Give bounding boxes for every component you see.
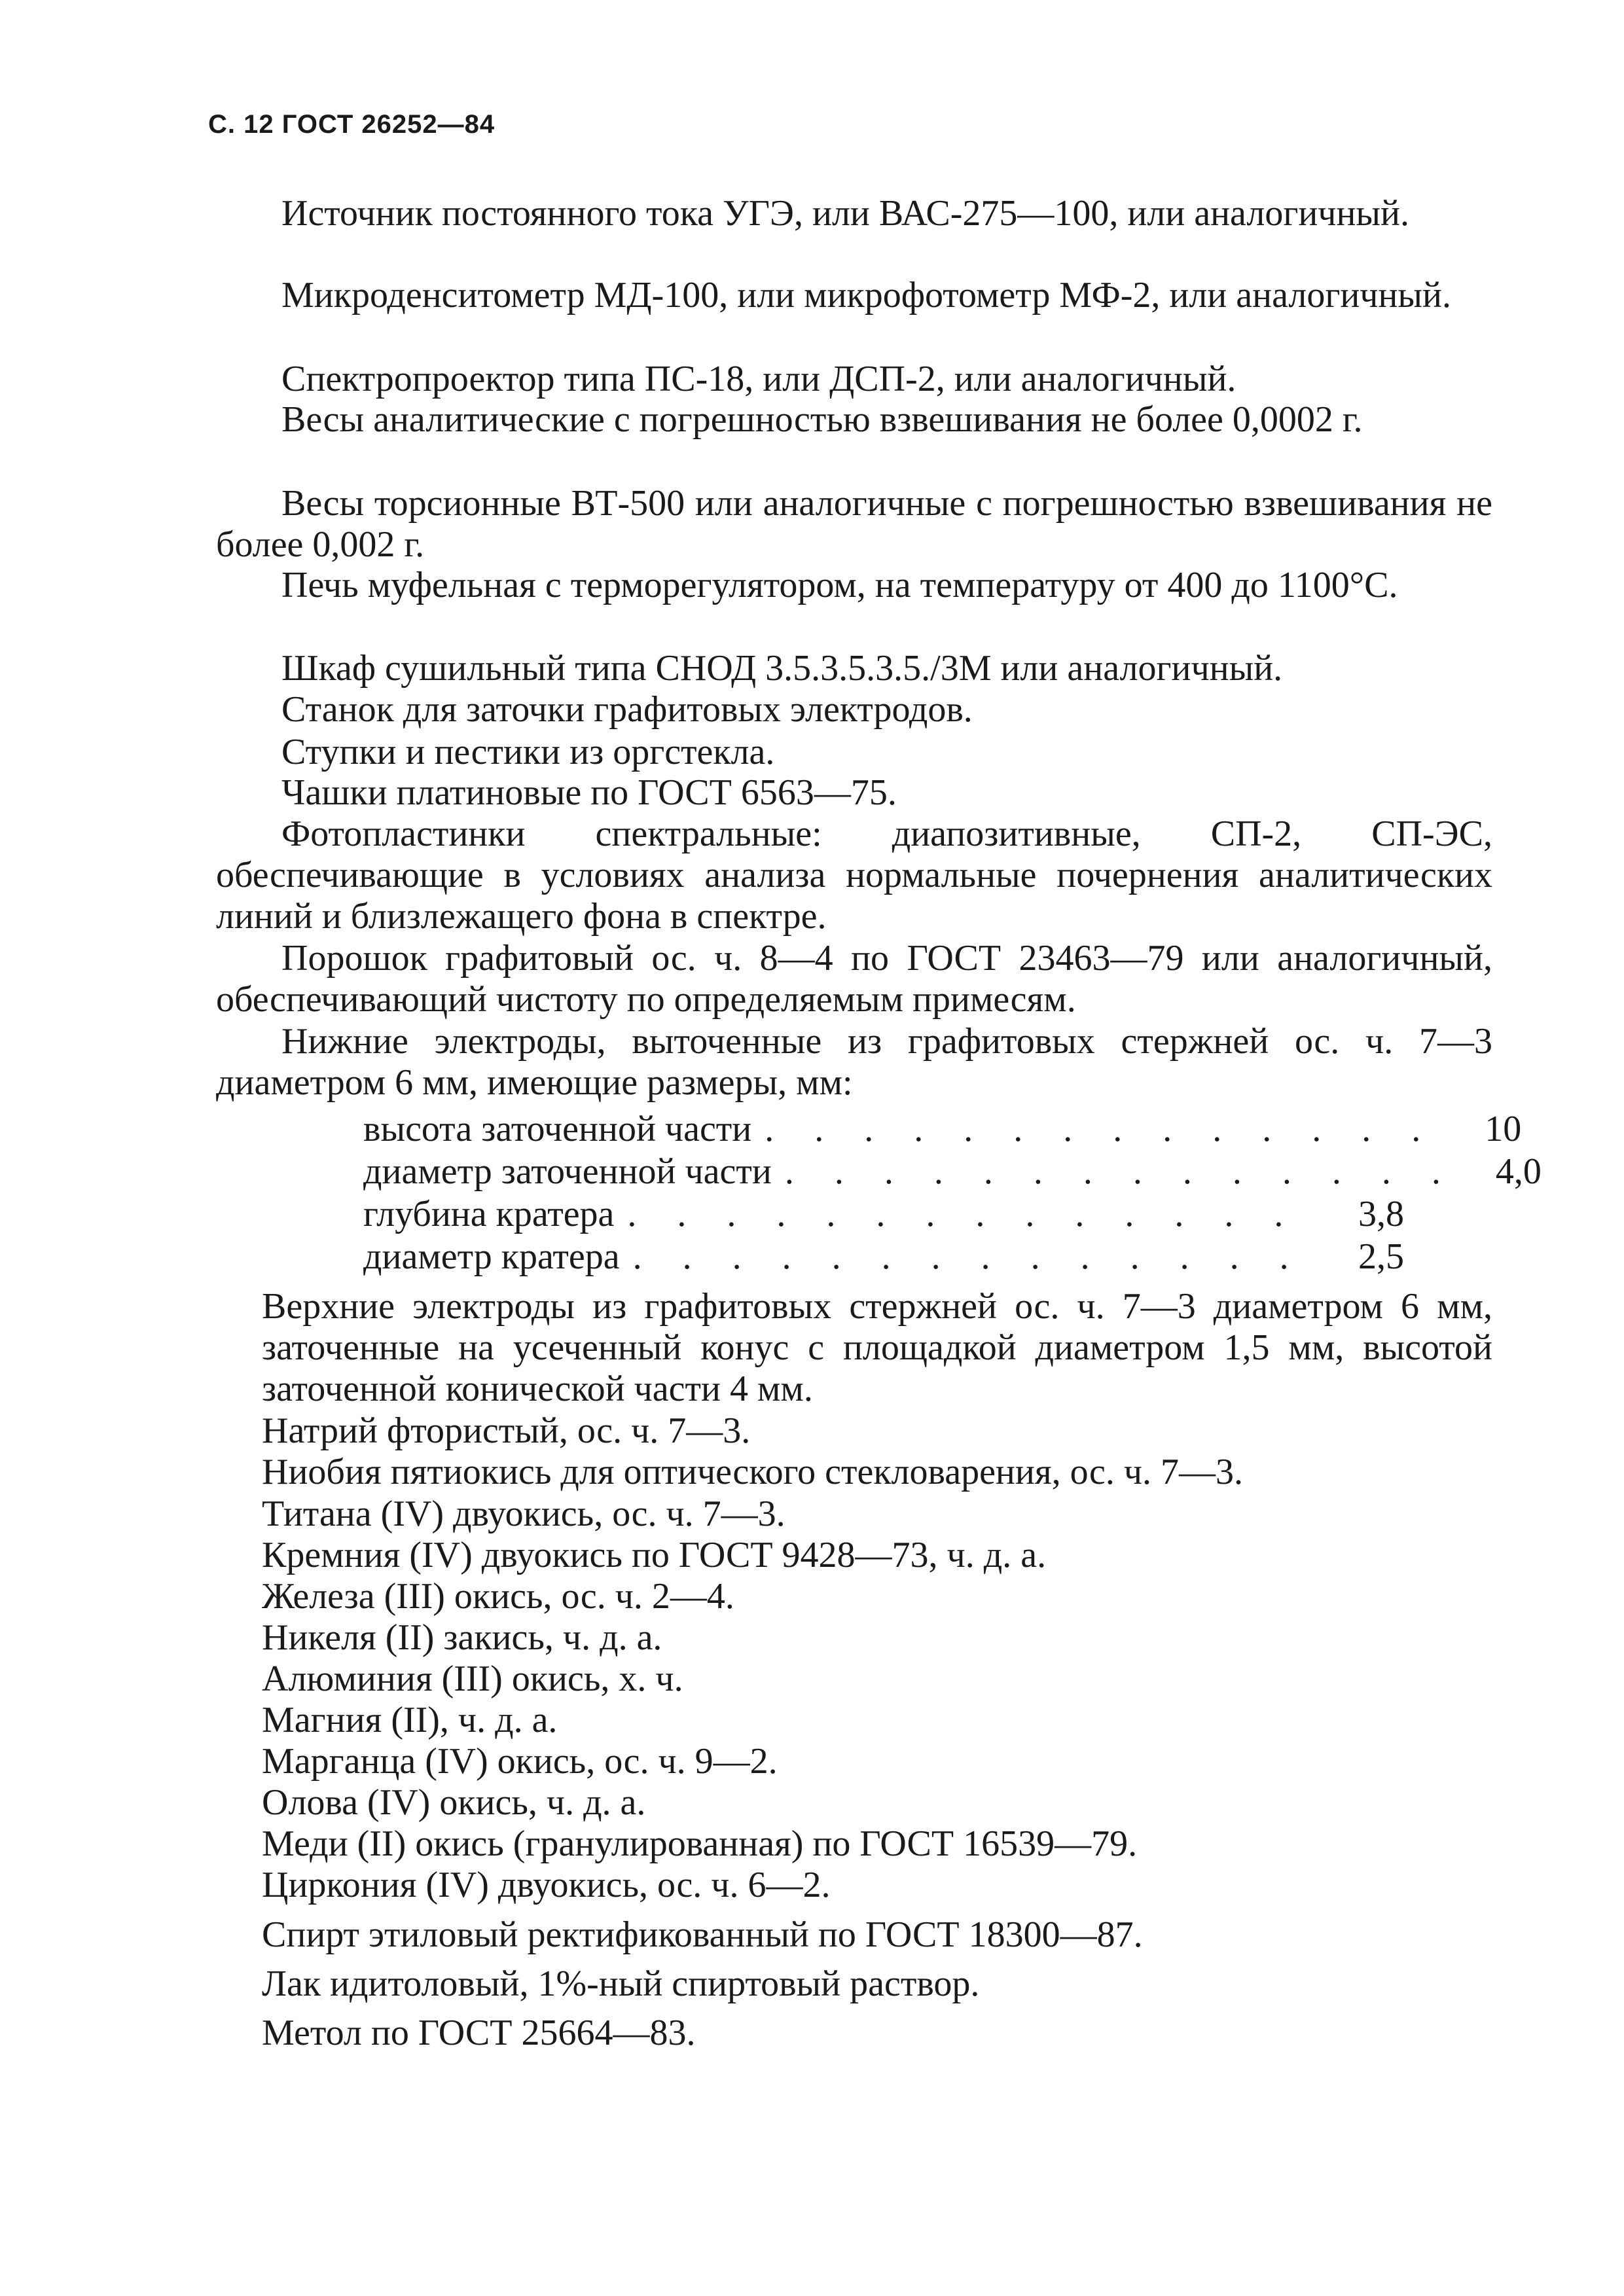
dot-leader: . . . . . . . . . . . . . . [627,1194,1299,1234]
dimension-value: 10 [1485,1109,1522,1149]
dimension-value: 4,0 [1495,1151,1542,1192]
reagent-manganese-oxide: Марганца (IV) окись, ос. ч. 9—2. [262,1741,778,1782]
dot-leader: . . . . . . . . . . . . . . [765,1109,1437,1149]
reagent-copper-oxide: Меди (II) окись (гранулированная) по ГОСТ 16539—79. [262,1823,1138,1864]
paragraph-sharpening-machine: Станок для заточки графитовых электродов. [281,689,973,730]
reagent-iron-oxide: Железа (III) окись, ос. ч. 2—4. [262,1576,734,1617]
reagent-silicon-dioxide: Кремния (IV) двуокись по ГОСТ 9428—73, ч. д. а. [262,1535,1047,1575]
reagent-magnesium: Магния (II), ч. д. а. [262,1700,558,1740]
paragraph-microdensitometer: Микроденситометр МД-100, или микрофотометр МФ-2, или аналогичный. [281,275,1452,315]
paragraph-upper-electrodes: Верхние электроды из графитовых стержней ос. ч. 7—3 диаметром 6 мм, заточенные на усеченный конус с площадкой диаметром 1,5 мм, высотой заточенной конической части 4 мм. [262,1286,1492,1409]
dimension-label: высота заточенной части [363,1109,752,1149]
reagent-nickel-oxide: Никеля (II) закись, ч. д. а. [262,1617,662,1658]
dimension-value: 2,5 [1358,1236,1404,1277]
reagent-metol: Метол по ГОСТ 25664—83. [262,2013,696,2053]
page-header: С. 12 ГОСТ 26252—84 [208,110,496,139]
paragraph-analytic-scales: Весы аналитические с погрешностью взвешивания не более 0,0002 г. [281,399,1363,440]
dimension-row [363,1236,1404,1278]
paragraph-mortars: Ступки и пестики из оргстекла. [281,732,775,772]
reagent-niobium-pentoxide: Ниобия пятиокись для оптического стекловарения, ос. ч. 7—3. [262,1452,1244,1492]
reagent-tin-oxide: Олова (IV) окись, ч. д. а. [262,1782,646,1823]
paragraph-graphite-powder: Порошок графитовый ос. ч. 8—4 по ГОСТ 23463—79 или аналогичный, обеспечивающий чистоту по определяемым примесям. [216,938,1492,1020]
reagent-titanium-dioxide: Титана (IV) двуокись, ос. ч. 7—3. [262,1494,785,1534]
dot-leader: . . . . . . . . . . . . . . [784,1151,1456,1192]
paragraph-lower-electrodes: Нижние электроды, выточенные из графитовых стержней ос. ч. 7—3 диаметром 6 мм, имеющие размеры, мм: [216,1021,1492,1103]
paragraph-muffle-furnace: Печь муфельная с терморегулятором, на температуру от 400 до 1100°С. [281,565,1398,605]
dimension-label: диаметр заточенной части [363,1151,772,1192]
dot-leader: . . . . . . . . . . . . . . [632,1236,1305,1277]
dimension-row [363,1193,1404,1236]
reagent-sodium-fluoride: Натрий фтористый, ос. ч. 7—3. [262,1410,751,1451]
paragraph-torsion-scales: Весы торсионные ВТ-500 или аналогичные с погрешностью взвешивания не более 0,002 г. [216,483,1492,565]
dimension-row [363,1108,1522,1151]
paragraph-drying-cabinet: Шкаф сушильный типа СНОД 3.5.3.5.3.5./3М или аналогичный. [281,648,1283,689]
paragraph-photoplates: Фотопластинки спектральные: диапозитивные, СП-2, СП-ЭС, обеспечивающие в условиях анализа нормальные почернения аналитических линий и близлежащего фона в спектре. [216,814,1492,937]
electrode-dimensions-list [363,1108,1542,1278]
paragraph-current-source: Источник постоянного тока УГЭ, или ВАС-275—100, или аналогичный. [281,193,1410,234]
reagent-aluminium-oxide: Алюминия (III) окись, х. ч. [262,1659,683,1699]
dimension-row [363,1151,1542,1193]
reagent-ethyl-alcohol: Спирт этиловый ректификованный по ГОСТ 18300—87. [262,1914,1143,1955]
dimension-label: глубина кратера [363,1194,615,1234]
paragraph-platinum-cups: Чашки платиновые по ГОСТ 6563—75. [281,772,897,813]
dimension-value: 3,8 [1358,1194,1404,1234]
reagent-zirconium-dioxide: Циркония (IV) двуокись, ос. ч. 6—2. [262,1865,831,1905]
reagent-iditol-varnish: Лак идитоловый, 1%-ный спиртовый раствор. [262,1964,980,2004]
dimension-label: диаметр кратера [363,1236,620,1277]
paragraph-spectroprojector: Спектропроектор типа ПС-18, или ДСП-2, или аналогичный. [281,359,1236,399]
